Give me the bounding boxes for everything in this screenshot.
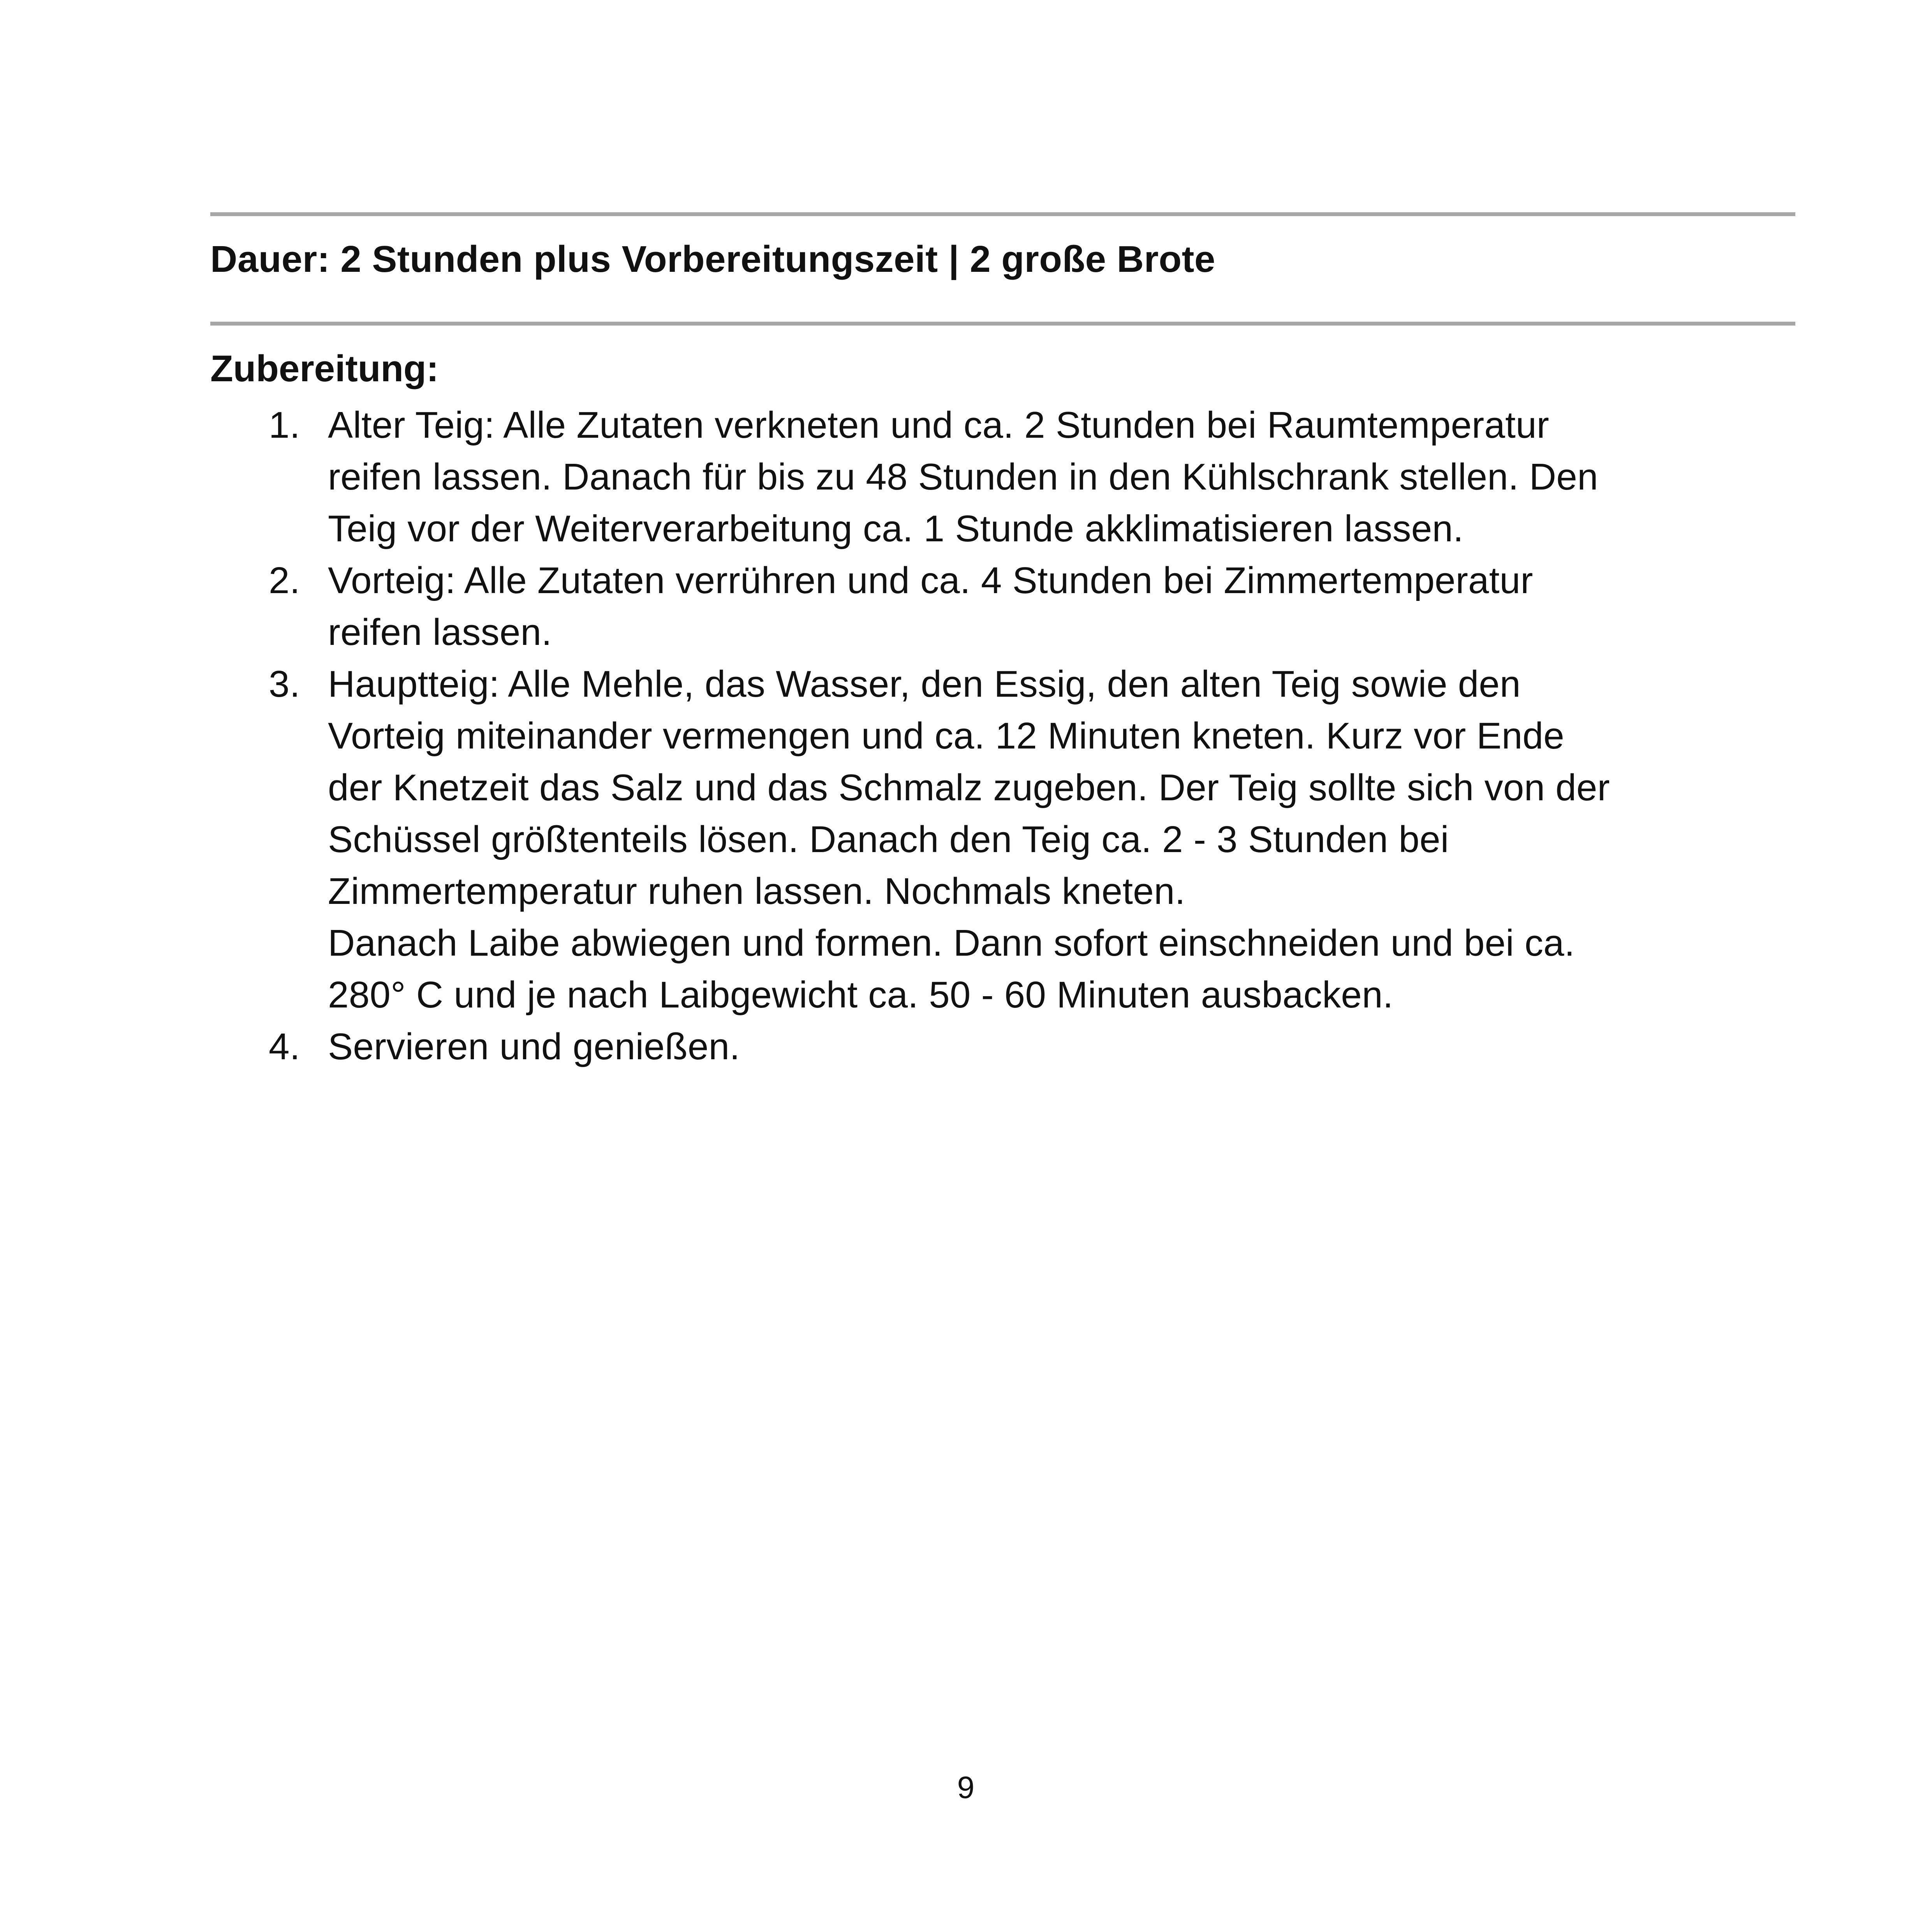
list-item: [269, 658, 1807, 1021]
step-line: Hauptteig: Alle Mehle, das Wasser, den Essig, den alten Teig sowie den: [328, 663, 1521, 705]
step-text: [328, 399, 1807, 555]
step-line: 280° C und je nach Laibgewicht ca. 50 - 60 Minuten ausbacken.: [328, 974, 1393, 1016]
step-line: reifen lassen. Danach für bis zu 48 Stunden in den Kühlschrank stellen. Den: [328, 456, 1598, 498]
step-line: Servieren und genießen.: [328, 1026, 740, 1067]
step-number: 2.: [269, 560, 300, 601]
recipe-meta: Dauer: 2 Stunden plus Vorbereitungszeit | 2 große Brote: [210, 238, 1215, 280]
step-text: [328, 555, 1807, 658]
step-line: Zimmertemperatur ruhen lassen. Nochmals kneten.: [328, 870, 1185, 912]
step-text: [328, 658, 1807, 1021]
list-item: [269, 399, 1807, 555]
step-number: 3.: [269, 663, 300, 705]
top-divider: [210, 212, 1795, 216]
steps-list: [269, 399, 1807, 1073]
step-line: Danach Laibe abwiegen und formen. Dann sofort einschneiden und bei ca.: [328, 922, 1575, 964]
list-item: [269, 555, 1807, 658]
bottom-divider: [210, 322, 1795, 326]
page-number: 9: [957, 1770, 975, 1805]
step-number: 1.: [269, 404, 300, 446]
section-title: Zubereitung:: [210, 348, 439, 389]
step-line: reifen lassen.: [328, 611, 552, 653]
step-line: Schüssel größtenteils lösen. Danach den Teig ca. 2 - 3 Stunden bei: [328, 819, 1449, 860]
step-number: 4.: [269, 1026, 300, 1067]
list-item: [269, 1021, 1807, 1073]
step-line: Vorteig: Alle Zutaten verrühren und ca. 4 Stunden bei Zimmertemperatur: [328, 560, 1533, 601]
step-line: Teig vor der Weiterverarbeitung ca. 1 Stunde akklimatisieren lassen.: [328, 508, 1464, 549]
step-text: [328, 1021, 1807, 1073]
step-line: Vorteig miteinander vermengen und ca. 12 Minuten kneten. Kurz vor Ende: [328, 715, 1564, 757]
step-line: der Knetzeit das Salz und das Schmalz zugeben. Der Teig sollte sich von der: [328, 767, 1610, 808]
step-line: Alter Teig: Alle Zutaten verkneten und ca. 2 Stunden bei Raumtemperatur: [328, 404, 1550, 446]
